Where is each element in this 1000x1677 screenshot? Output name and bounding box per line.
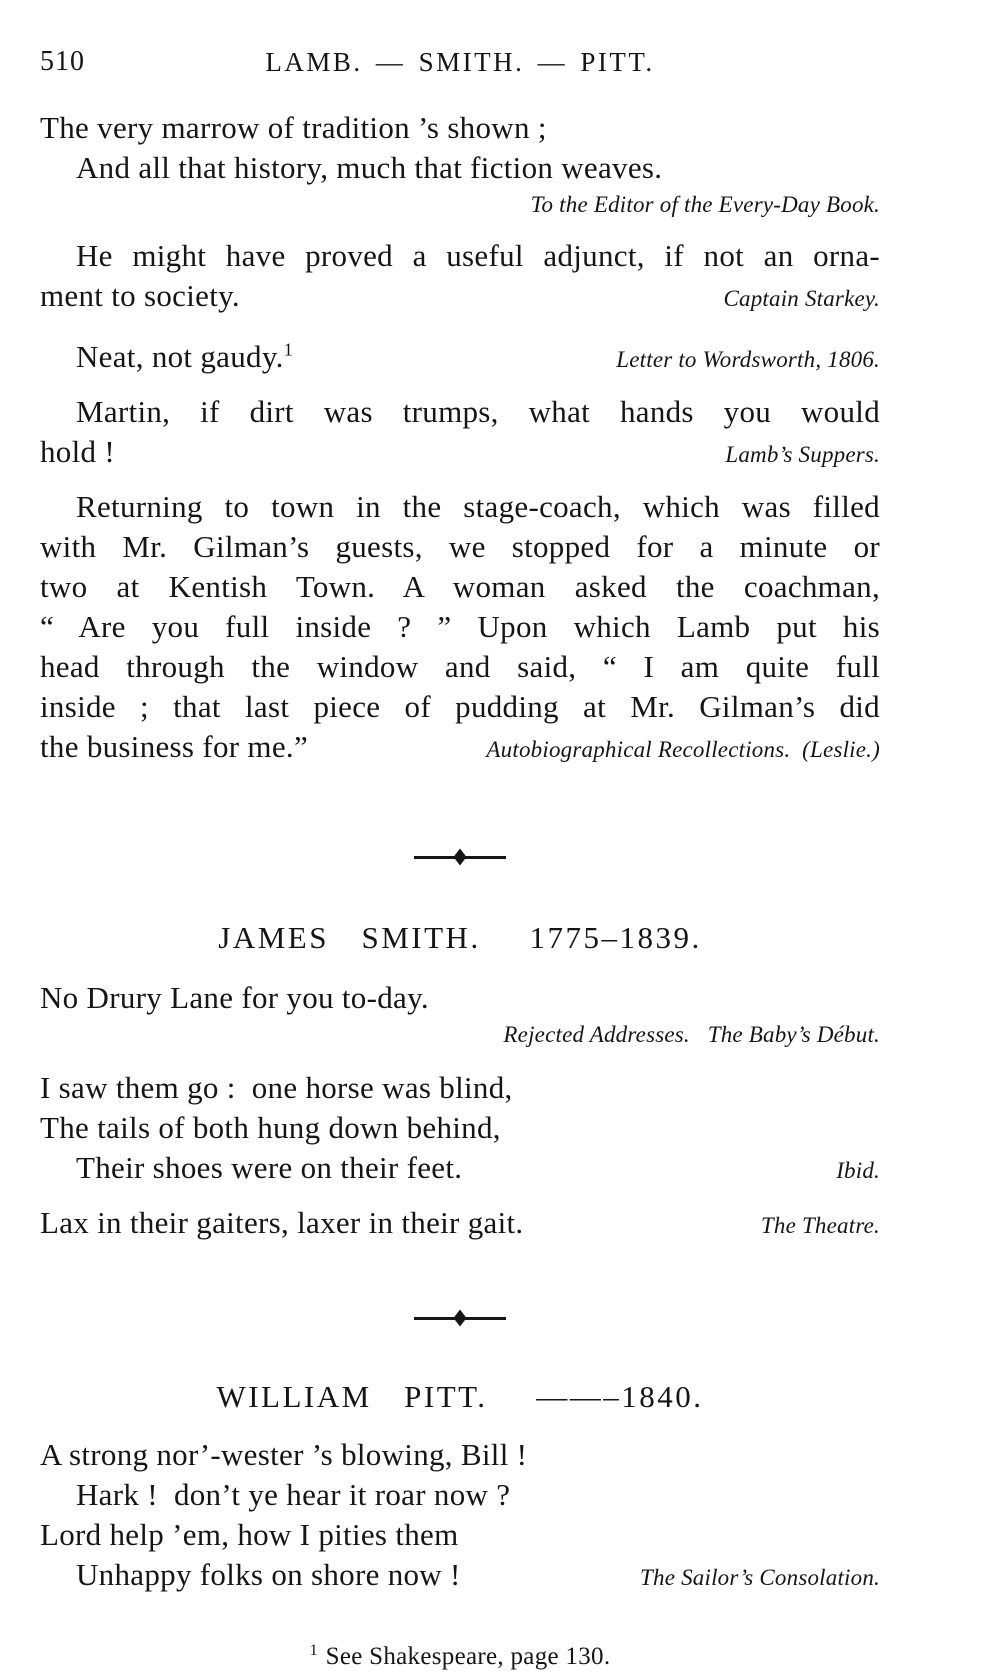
footnote [40,1640,880,1674]
source-citation: Letter to Wordsworth, 1806. [616,347,880,372]
page-header [40,42,880,82]
quote-block-smith-3 [40,1203,880,1246]
quote-block-lamb-5 [40,487,880,770]
verse-last-line [40,1148,880,1191]
prose-line: hold ! [40,434,115,469]
verse-line: The very marrow of tradition ’s shown ; [40,110,547,145]
prose-line: “ Are you full inside ? ” Upon which Lamb put his [40,609,880,644]
section-divider-ornament [414,850,506,864]
quote-line-with-citation [40,1203,880,1246]
prose-line: inside ; that last piece of pudding at Mr. Gilman’s did [40,689,880,724]
verse-last-line [40,1555,880,1598]
diamond-ornament-icon [454,849,467,866]
prose-line: head through the window and said, “ I am quite full [40,649,880,684]
verse-line: And all that history, much that fiction weaves. [76,150,663,185]
quote-block-lamb-2 [40,236,880,319]
prose-line: with Mr. Gilman’s guests, we stopped for a minute or [40,529,880,564]
source-citation: The Sailor’s Consolation. [640,1565,880,1590]
prose-line: the business for me.” [40,729,309,764]
verse-line: No Drury Lane for you to-day. [40,980,429,1015]
verse-line: Lord help ’em, how I pities them [40,1517,459,1552]
prose-line: Martin, if dirt was trumps, what hands you would [76,394,880,429]
running-header-title: LAMB. — SMITH. — PITT. [265,47,655,77]
source-citation: Rejected Addresses. The Baby’s Début. [503,1022,880,1047]
quote-line-with-citation [40,337,880,380]
verse-line: A strong nor’-wester ’s blowing, Bill ! [40,1437,528,1472]
verse-line: Their shoes were on their feet. [76,1150,463,1185]
prose-line: ment to society. [40,278,240,313]
verse-line: Unhappy folks on shore now ! [76,1557,461,1592]
quote-block-lamb-3 [40,337,880,380]
source-citation: To the Editor of the Every-Day Book. [530,192,880,217]
footnote-reference-marker: 1 [283,339,293,360]
footnote-marker: 1 [309,1641,318,1659]
prose-line: two at Kentish Town. A woman asked the coachman, [40,569,880,604]
verse-line: I saw them go : one horse was blind, [40,1070,513,1105]
footnote-text: See Shakespeare, page 130. [325,1643,611,1670]
quote-block-smith-2 [40,1068,880,1191]
quote-block-lamb-1 [40,108,880,222]
source-citation: Autobiographical Recollections. (Leslie.) [486,737,880,762]
author-heading-james-smith: JAMES SMITH. 1775–1839. [218,920,702,955]
quote-text [76,337,293,377]
verse-line: Hark ! don’t ye hear it roar now ? [76,1477,511,1512]
quote-block-lamb-4 [40,392,880,475]
quote-block-pitt-1 [40,1435,880,1598]
page-number: 510 [40,46,85,77]
diamond-ornament-icon [454,1310,467,1327]
prose-last-line [40,276,880,319]
source-citation: Captain Starkey. [723,286,880,311]
author-heading-william-pitt: WILLIAM PITT. ——–1840. [216,1379,704,1414]
quote-text-body: Neat, not gaudy. [76,339,284,374]
prose-last-line [40,727,880,770]
source-citation: Lamb’s Suppers. [725,442,880,467]
source-citation: The Theatre. [760,1213,880,1238]
source-citation: Ibid. [836,1158,880,1183]
prose-line: He might have proved a useful adjunct, if not an orna- [76,238,880,273]
prose-line: Returning to town in the stage-coach, which was filled [76,489,880,524]
verse-line: Lax in their gaiters, laxer in their gait. [40,1205,524,1240]
verse-line: The tails of both hung down behind, [40,1110,501,1145]
prose-last-line [40,432,880,475]
section-divider-ornament [414,1311,506,1325]
quote-block-smith-1 [40,978,880,1052]
